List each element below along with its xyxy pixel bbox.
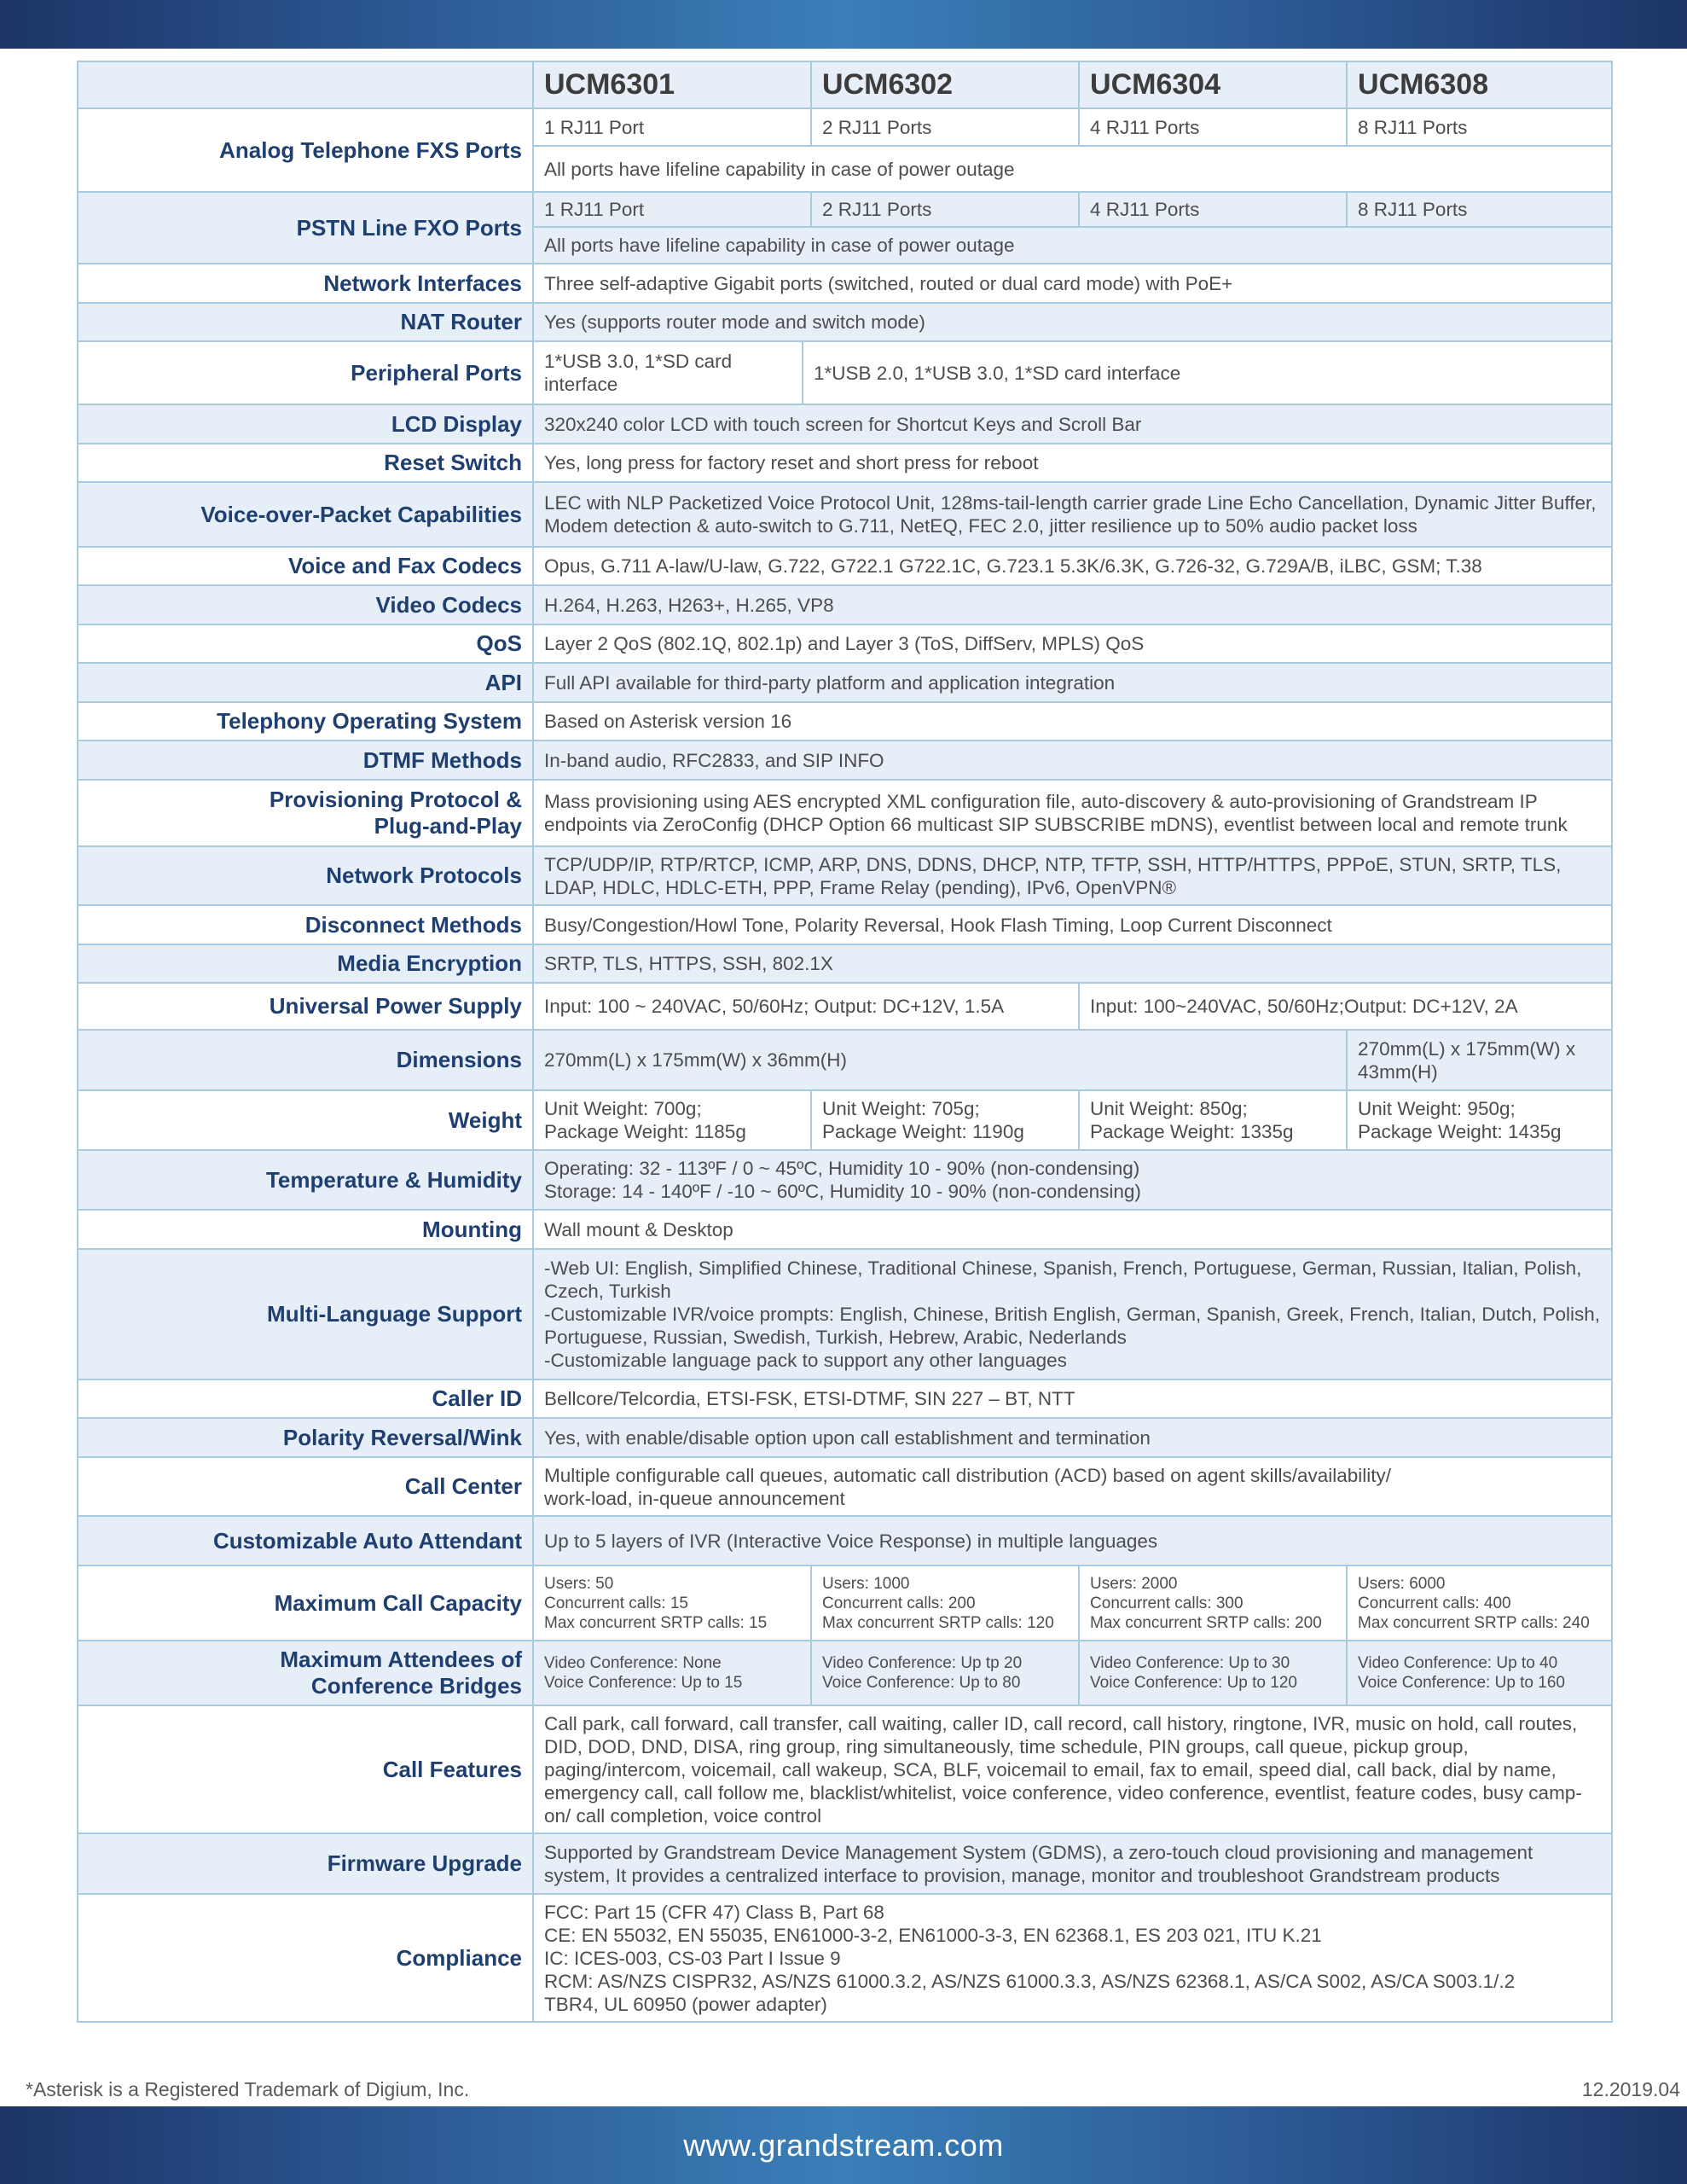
conference-label-line1: Maximum Attendees of (280, 1647, 522, 1672)
conference-value-6308: Video Conference: Up to 40 Voice Conference: Up to 160 (1347, 1641, 1612, 1705)
fxs-value-6308: 8 RJ11 Ports (1347, 108, 1612, 146)
voice-codecs-label: Voice and Fax Codecs (78, 547, 533, 585)
lcd-display-label: LCD Display (78, 404, 533, 444)
lcd-display-value: 320x240 color LCD with touch screen for Shortcut Keys and Scroll Bar (533, 404, 1612, 444)
top-banner (0, 0, 1687, 49)
power-supply-label: Universal Power Supply (78, 983, 533, 1030)
api-value: Full API available for third-party platform and application integration (533, 663, 1612, 702)
voice-codecs-row (78, 547, 1612, 585)
firmware-row (78, 1833, 1612, 1894)
weight-value-6301: Unit Weight: 700g; Package Weight: 1185g (533, 1090, 811, 1150)
document-date: 12.2019.04 (1581, 2078, 1680, 2100)
language-label: Multi-Language Support (78, 1249, 533, 1380)
telephony-os-label: Telephony Operating System (78, 702, 533, 741)
network-protocols-value: TCP/UDP/IP, RTP/RTCP, ICMP, ARP, DNS, DDNS, DHCP, NTP, TFTP, SSH, HTTP/HTTPS, PPPoE, STUN, SRTP, TLS, LDAP, HDLC, HDLC-ETH, PPP, Frame Relay (pending), IPv6, OpenVPN® (533, 846, 1612, 905)
compliance-value: FCC: Part 15 (CFR 47) Class B, Part 68 CE: EN 55032, EN 55035, EN61000-3-2, EN61000-3-3, EN 62368.1, ES 203 021, ITU K.21 IC: ICES-003, CS-03 Part I Issue 9 RCM: AS/NZS CISPR32, AS/NZS 61000.3.2, AS/NZS 61000.3.3, AS/NZS 62368.1, AS/CA S002, AS/CA S003.1/.2 TBR4, UL 60950 (power adapter) (533, 1894, 1612, 2022)
video-codecs-label: Video Codecs (78, 585, 533, 624)
fxo-ports-row (78, 192, 1612, 227)
disconnect-methods-value: Busy/Congestion/Howl Tone, Polarity Reversal, Hook Flash Timing, Loop Current Disconnect (533, 905, 1612, 944)
weight-value-6308: Unit Weight: 950g; Package Weight: 1435g (1347, 1090, 1612, 1150)
firmware-value: Supported by Grandstream Device Management System (GDMS), a zero-touch cloud provisioning and management system, It provides a centralized interface to provision, manage, monitor and troubleshoot Grandstream products (533, 1833, 1612, 1894)
provisioning-label-line1: Provisioning Protocol & (269, 787, 522, 812)
capacity-value-6308: Users: 6000 Concurrent calls: 400 Max concurrent SRTP calls: 240 (1347, 1565, 1612, 1641)
compliance-row (78, 1894, 1612, 2022)
model-ucm6302: UCM6302 (811, 61, 1079, 108)
auto-attendant-label: Customizable Auto Attendant (78, 1516, 533, 1565)
lcd-display-row (78, 404, 1612, 444)
dimensions-value-b: 270mm(L) x 175mm(W) x 43mm(H) (1347, 1030, 1612, 1090)
dimensions-label: Dimensions (78, 1030, 533, 1090)
polarity-row (78, 1418, 1612, 1457)
power-supply-row (78, 983, 1612, 1030)
call-center-row (78, 1457, 1612, 1516)
vop-value: LEC with NLP Packetized Voice Protocol Unit, 128ms-tail-length carrier grade Line Echo Cancellation, Dynamic Jitter Buffer, Modem detection & auto-switch to G.711, NetEQ, FEC 2.0, jitter resilience up to 50% audio packet loss (533, 482, 1612, 547)
polarity-value: Yes, with enable/disable option upon call establishment and termination (533, 1418, 1612, 1457)
voice-codecs-value: Opus, G.711 A-law/U-law, G.722, G722.1 G722.1C, G.723.1 5.3K/6.3K, G.726-32, G.729A/B, iLBC, GSM; T.38 (533, 547, 1612, 585)
video-codecs-value: H.264, H.263, H263+, H.265, VP8 (533, 585, 1612, 624)
conference-value-6302: Video Conference: Up tp 20 Voice Conference: Up to 80 (811, 1641, 1079, 1705)
peripheral-value-others: 1*USB 2.0, 1*USB 3.0, 1*SD card interface (803, 341, 1612, 404)
call-features-value: Call park, call forward, call transfer, call waiting, caller ID, call record, call history, ringtone, IVR, music on hold, call routes, DID, DOD, DND, DISA, ring group, ring simultaneously, time schedule, PIN groups, call queue, pickup group, paging/intercom, voicemail, call wakeup, SCA, BLF, voicemail to email, fax to email, speed dial, call back, dial by name, emergency call, call follow me, blacklist/whitelist, voice conference, video conference, eventlist, feature codes, busy camp-on/ call completion, voice control (533, 1705, 1612, 1833)
caller-id-value: Bellcore/Telcordia, ETSI-FSK, ETSI-DTMF, SIN 227 – BT, NTT (533, 1380, 1612, 1418)
fxs-ports-row (78, 108, 1612, 146)
qos-value: Layer 2 QoS (802.1Q, 802.1p) and Layer 3 (ToS, DiffServ, MPLS) QoS (533, 624, 1612, 663)
provisioning-row (78, 780, 1612, 846)
fxo-note: All ports have lifeline capability in case of power outage (533, 227, 1612, 264)
mounting-row (78, 1210, 1612, 1249)
capacity-value-6304: Users: 2000 Concurrent calls: 300 Max concurrent SRTP calls: 200 (1079, 1565, 1347, 1641)
website-link[interactable]: www.grandstream.com (683, 2127, 1004, 2163)
header-empty-cell (78, 61, 533, 108)
reset-switch-row (78, 444, 1612, 482)
caller-id-label: Caller ID (78, 1380, 533, 1418)
firmware-label: Firmware Upgrade (78, 1833, 533, 1894)
api-row (78, 663, 1612, 702)
dimensions-row (78, 1030, 1612, 1090)
temperature-label: Temperature & Humidity (78, 1150, 533, 1210)
call-capacity-label: Maximum Call Capacity (78, 1565, 533, 1641)
mounting-value: Wall mount & Desktop (533, 1210, 1612, 1249)
video-codecs-row (78, 585, 1612, 624)
conference-label-line2: Conference Bridges (310, 1673, 522, 1699)
dtmf-value: In-band audio, RFC2833, and SIP INFO (533, 741, 1612, 780)
fxo-value-6302: 2 RJ11 Ports (811, 192, 1079, 227)
model-ucm6304: UCM6304 (1079, 61, 1347, 108)
fxo-value-6308: 8 RJ11 Ports (1347, 192, 1612, 227)
nat-router-label: NAT Router (78, 303, 533, 341)
reset-switch-label: Reset Switch (78, 444, 533, 482)
language-row (78, 1249, 1612, 1380)
conference-row (78, 1641, 1612, 1705)
weight-value-6304: Unit Weight: 850g; Package Weight: 1335g (1079, 1090, 1347, 1150)
temperature-value: Operating: 32 - 113ºF / 0 ~ 45ºC, Humidity 10 - 90% (non-condensing) Storage: 14 - 140ºF / -10 ~ 60ºC, Humidity 10 - 90% (non-condensing) (533, 1150, 1612, 1210)
trademark-footnote: *Asterisk is a Registered Trademark of Digium, Inc. (26, 2078, 470, 2100)
telephony-os-value: Based on Asterisk version 16 (533, 702, 1612, 741)
conference-value-6301: Video Conference: None Voice Conference: Up to 15 (533, 1641, 811, 1705)
power-supply-value-b: Input: 100~240VAC, 50/60Hz;Output: DC+12V, 2A (1079, 983, 1612, 1030)
model-ucm6301: UCM6301 (533, 61, 811, 108)
dtmf-row (78, 741, 1612, 780)
peripheral-ports-row (78, 341, 1612, 404)
qos-row (78, 624, 1612, 663)
reset-switch-value: Yes, long press for factory reset and short press for reboot (533, 444, 1612, 482)
fxs-note: All ports have lifeline capability in case of power outage (533, 146, 1612, 192)
call-center-label: Call Center (78, 1457, 533, 1516)
call-features-label: Call Features (78, 1705, 533, 1833)
call-features-row (78, 1705, 1612, 1833)
peripheral-value-6301: 1*USB 3.0, 1*SD card interface (533, 341, 803, 404)
capacity-value-6301: Users: 50 Concurrent calls: 15 Max concurrent SRTP calls: 15 (533, 1565, 811, 1641)
temperature-row (78, 1150, 1612, 1210)
weight-value-6302: Unit Weight: 705g; Package Weight: 1190g (811, 1090, 1079, 1150)
qos-label: QoS (78, 624, 533, 663)
caller-id-row (78, 1380, 1612, 1418)
weight-row (78, 1090, 1612, 1150)
models-header-row (78, 61, 1612, 108)
fxs-value-6301: 1 RJ11 Port (533, 108, 811, 146)
disconnect-methods-label: Disconnect Methods (78, 905, 533, 944)
auto-attendant-value: Up to 5 layers of IVR (Interactive Voice Response) in multiple languages (533, 1516, 1612, 1565)
vop-row (78, 482, 1612, 547)
network-interfaces-label: Network Interfaces (78, 264, 533, 303)
fxo-value-6304: 4 RJ11 Ports (1079, 192, 1347, 227)
fxs-ports-label: Analog Telephone FXS Ports (78, 108, 533, 192)
fxs-value-6304: 4 RJ11 Ports (1079, 108, 1347, 146)
mounting-label: Mounting (78, 1210, 533, 1249)
fxs-value-6302: 2 RJ11 Ports (811, 108, 1079, 146)
language-value: -Web UI: English, Simplified Chinese, Traditional Chinese, Spanish, French, Portuguese, German, Russian, Italian, Polish, Czech, Turkish -Customizable IVR/voice prompts: English, Chinese, British English, German, Spanish, Greek, French, Italian, Dutch, Polish, Portuguese, Russian, Swedish, Turkish, Hebrew, Arabic, Nederlands -Customizable language pack to support any other languages (533, 1249, 1612, 1380)
network-interfaces-value: Three self-adaptive Gigabit ports (switched, routed or dual card mode) with PoE+ (533, 264, 1612, 303)
bottom-banner (0, 2106, 1687, 2184)
vop-label: Voice-over-Packet Capabilities (78, 482, 533, 547)
conference-value-6304: Video Conference: Up to 30 Voice Conference: Up to 120 (1079, 1641, 1347, 1705)
provisioning-label-line2: Plug-and-Play (374, 813, 522, 839)
media-encryption-value: SRTP, TLS, HTTPS, SSH, 802.1X (533, 944, 1612, 983)
provisioning-label (78, 780, 533, 846)
api-label: API (78, 663, 533, 702)
disconnect-methods-row (78, 905, 1612, 944)
fxo-ports-label: PSTN Line FXO Ports (78, 192, 533, 264)
model-ucm6308: UCM6308 (1347, 61, 1612, 108)
network-protocols-label: Network Protocols (78, 846, 533, 905)
telephony-os-row (78, 702, 1612, 741)
network-protocols-row (78, 846, 1612, 905)
power-supply-value-a: Input: 100 ~ 240VAC, 50/60Hz; Output: DC+12V, 1.5A (533, 983, 1079, 1030)
call-center-value: Multiple configurable call queues, automatic call distribution (ACD) based on agent skills/availability/ work-load, in-queue announcement (533, 1457, 1612, 1516)
nat-router-value: Yes (supports router mode and switch mode) (533, 303, 1612, 341)
compliance-label: Compliance (78, 1894, 533, 2022)
auto-attendant-row (78, 1516, 1612, 1565)
weight-label: Weight (78, 1090, 533, 1150)
media-encryption-label: Media Encryption (78, 944, 533, 983)
call-capacity-row (78, 1565, 1612, 1641)
provisioning-value: Mass provisioning using AES encrypted XML configuration file, auto-discovery & auto-provisioning of Grandstream IP endpoints via ZeroConfig (DHCP Option 66 multicast SIP SUBSCRIBE mDNS), eventlist between local and remote trunk (533, 780, 1612, 846)
media-encryption-row (78, 944, 1612, 983)
dtmf-label: DTMF Methods (78, 741, 533, 780)
peripheral-ports-label: Peripheral Ports (78, 341, 533, 404)
spec-table (77, 61, 1613, 2023)
fxo-value-6301: 1 RJ11 Port (533, 192, 811, 227)
polarity-label: Polarity Reversal/Wink (78, 1418, 533, 1457)
nat-router-row (78, 303, 1612, 341)
network-interfaces-row (78, 264, 1612, 303)
conference-label (78, 1641, 533, 1705)
dimensions-value-a: 270mm(L) x 175mm(W) x 36mm(H) (533, 1030, 1347, 1090)
capacity-value-6302: Users: 1000 Concurrent calls: 200 Max concurrent SRTP calls: 120 (811, 1565, 1079, 1641)
